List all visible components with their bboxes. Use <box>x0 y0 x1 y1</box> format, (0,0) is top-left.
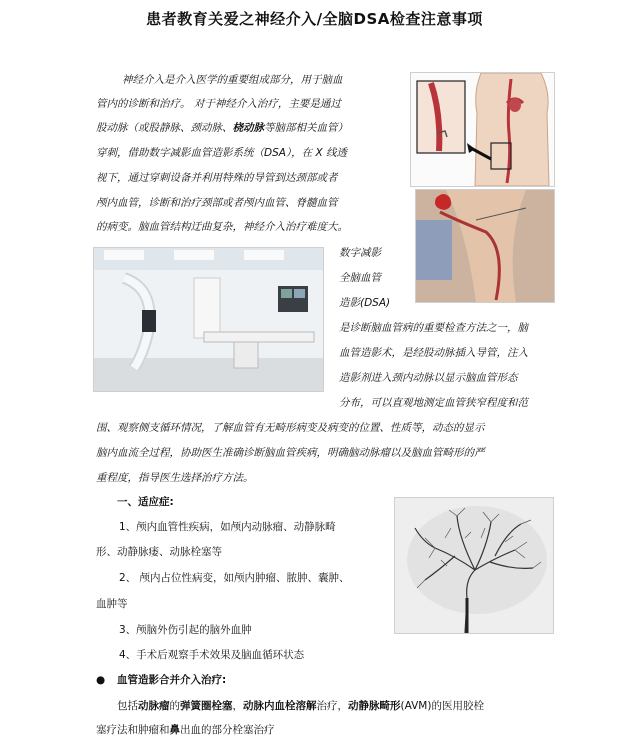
text: ， <box>232 700 243 712</box>
coil-embolization-bold: 弹簧圈栓塞 <box>180 700 233 712</box>
dsa-line-10: 重程度，指导医生选择治疗方法。 <box>96 472 254 484</box>
text: 包括 <box>117 700 138 712</box>
dsa-line-3: 造影(DSA) <box>339 297 391 309</box>
text: 出血的部分栓塞治疗 <box>180 724 275 736</box>
intro-text: 等脑部相关血管） <box>264 122 348 134</box>
indication-4: 4、手术后观察手术效果及脑血循环状态 <box>119 649 305 661</box>
dsa-line-8: 围、观察侧支循环情况，了解血管有无畸形病变及病变的位置、性质等，动态的显示 <box>96 422 485 434</box>
angiography-room-image <box>93 247 324 392</box>
indication-1-cont: 形、动静脉瘘、动脉栓塞等 <box>96 546 222 558</box>
dsa-line-5: 血管造影术，是经股动脉插入导管，注入 <box>339 347 528 359</box>
dsa-line-6: 造影剂进入颈内动脉以显示脑血管形态 <box>339 372 518 384</box>
cerebral-angiogram-image <box>394 497 554 634</box>
intro-line-2: 管内的诊断和治疗。 对于神经介入治疗，主要是通过 <box>96 98 341 110</box>
text: 的 <box>169 700 180 712</box>
indication-2-cont: 血肿等 <box>96 598 128 610</box>
indication-3: 3、颅脑外伤引起的脑外血肿 <box>119 624 252 636</box>
avm-bold: 动静脉畸形 <box>348 700 401 712</box>
intro-text: 股动脉（或股静脉、颈动脉、 <box>96 122 233 134</box>
text: (AVM)的医用胶栓 <box>400 700 484 712</box>
indication-2: 2、 颅内占位性病变，如颅内肿瘤、脓肿、囊肿、 <box>119 572 350 584</box>
dsa-line-1: 数字减影 <box>339 247 381 259</box>
intro-line-1: 神经介入是介入医学的重要组成部分，用于脑血 <box>122 74 343 86</box>
text: 塞疗法和肿瘤和 <box>96 724 170 736</box>
text: 治疗， <box>316 700 348 712</box>
indications-heading: 一、适应症: <box>117 496 174 508</box>
femoral-artery-drawing <box>416 190 554 302</box>
intro-line-6: 颅内血管，诊断和治疗颈部或者颅内血管、脊髓血管 <box>96 197 338 209</box>
dsa-line-7: 分布，可以直观地测定血管狭窄程度和范 <box>339 397 528 409</box>
combined-line-1 <box>117 694 484 719</box>
combined-line-2 <box>96 718 275 743</box>
intro-line-5: 视下，通过穿刺设备并利用特殊的导管到达颈部或者 <box>96 172 338 184</box>
combined-heading: 血管造影合并介入治疗: <box>117 674 227 686</box>
intro-line-3 <box>96 116 348 140</box>
catheter-anatomy-image <box>410 72 555 187</box>
intro-line-4: 穿刺，借助数字减影血管造影系统（DSA），在 X 线透 <box>96 147 348 159</box>
bullet-icon: ● <box>96 674 106 686</box>
dsa-line-9: 脑内血流全过程，协助医生准确诊断脑血管疾病，明确脑动脉瘤以及脑血管畸形的严 <box>96 447 485 459</box>
angiography-room-drawing <box>94 248 323 391</box>
femoral-artery-image <box>415 189 555 303</box>
aneurysm-bold: 动脉瘤 <box>138 700 170 712</box>
dsa-line-4: 是诊断脑血管病的重要检查方法之一，脑 <box>339 322 528 334</box>
radial-artery-bold: 桡动脉 <box>232 122 264 134</box>
page-title: 患者教育关爱之神经介入/全脑DSA检查注意事项 <box>146 10 483 28</box>
intro-line-7: 的病变。脑血管结构迂曲复杂，神经介入治疗难度大。 <box>96 221 348 233</box>
indication-1: 1、颅内血管性疾病，如颅内动脉瘤、动静脉畸 <box>119 521 336 533</box>
catheter-anatomy-drawing <box>411 73 554 186</box>
angiogram-drawing <box>395 498 553 633</box>
nose-bold: 鼻 <box>169 724 180 736</box>
thrombolysis-bold: 动脉内血栓溶解 <box>243 700 317 712</box>
dsa-line-2: 全脑血管 <box>339 272 381 284</box>
